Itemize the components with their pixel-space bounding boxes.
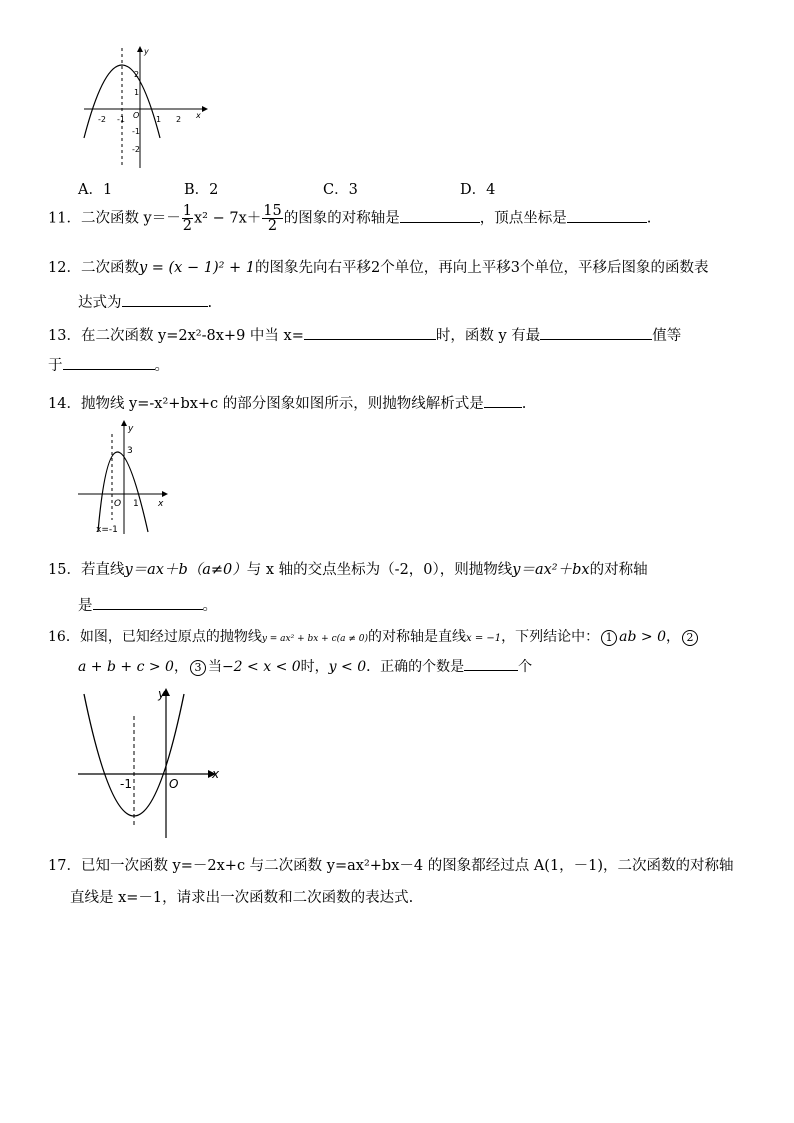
tick-xm1: -1	[117, 115, 125, 124]
q12-blank[interactable]	[122, 294, 208, 307]
question-12-line2	[78, 291, 212, 312]
option-b: B．2	[184, 182, 219, 198]
q16-mid2: ，下列结论中：	[501, 629, 600, 645]
q13-end: 。	[154, 358, 169, 374]
question-14	[48, 392, 526, 413]
q13-blank2[interactable]	[540, 327, 652, 340]
y-arrow-icon	[137, 46, 143, 52]
q17-line2: 直线是 x=－1，请求出一次函数和二次函数的表达式.	[70, 890, 414, 906]
q16-tail: ．正确的个数是	[366, 659, 465, 675]
q13-line2-text: 于	[48, 358, 63, 374]
question-17-line2	[70, 886, 413, 907]
q16-number: 16．	[48, 629, 80, 645]
q12-number: 12．	[48, 260, 81, 276]
label-x: x	[196, 111, 201, 120]
q11-frac1: $\frac{1}{2}$	[182, 203, 192, 234]
q11-pre: 二次函数 y＝－	[80, 210, 181, 227]
q15-mid: 与 x 轴的交点坐标为（-2，0），则抛物线	[246, 562, 513, 578]
q12-end: .	[207, 295, 213, 311]
q16-circle-3: 3	[190, 660, 206, 676]
q16-blank[interactable]	[464, 658, 518, 671]
q14-end: .	[521, 396, 527, 412]
q16-s2: a + b + c > 0	[78, 659, 174, 675]
q15-expr1: y＝ax＋b（a≠0）	[124, 562, 247, 578]
q15-end: 。	[202, 598, 217, 614]
q14-blank[interactable]	[484, 395, 522, 408]
q11-mid2: ，顶点坐标是	[479, 210, 567, 227]
label-one: 1	[133, 499, 139, 509]
x-arrow-icon	[162, 491, 168, 497]
tick-ym1: -1	[132, 127, 140, 136]
question-13	[48, 324, 681, 345]
q15-number: 15．	[48, 562, 81, 578]
q13-blank3[interactable]	[63, 357, 155, 370]
q14-text: 抛物线 y=-x²+bx+c 的部分图象如图所示，则抛物线解析式是	[80, 396, 484, 412]
label-axis: x=-1	[96, 525, 118, 535]
label-origin: O	[169, 777, 179, 791]
question-13-line2	[48, 354, 169, 375]
tick-x2: 2	[176, 115, 182, 124]
q15-line2-text: 是	[78, 598, 93, 614]
q10-graph	[78, 44, 208, 170]
option-a: A．1	[78, 182, 113, 198]
question-16: 16．如图，已知经过原点的抛物线y = ax² + bx + c(a ≠ 0)的对称轴是直线x = −1，下列结论中： 1 ab > 0， 2	[48, 626, 700, 646]
tick-ym2: -2	[132, 145, 140, 154]
q11-number: 11．	[48, 210, 81, 227]
q16-s3a: 当	[207, 659, 222, 675]
q16-unit: 个	[518, 659, 533, 675]
q11-frac2: $\frac{15}{2}$	[263, 203, 282, 234]
q13-text3: 值等	[652, 328, 682, 344]
q11-post: 的图象的对称轴是	[283, 210, 400, 227]
tick-x1: 1	[156, 115, 162, 124]
q11-blank2[interactable]	[567, 210, 647, 223]
label-x: x	[212, 767, 220, 781]
label-y: y	[128, 424, 134, 434]
question-16-line2: a + b + c > 0， 3 当−2 < x < 0时，y < 0．正确的个数是 个	[78, 659, 533, 675]
q13-number: 13．	[48, 328, 81, 344]
q16-mid: 的对称轴是直线	[368, 629, 467, 645]
tick-y2: 2	[134, 70, 140, 79]
label-origin: O	[114, 499, 122, 509]
x-arrow-icon	[202, 106, 208, 112]
q16-circle-1: 1	[601, 630, 617, 646]
tick-y1: 1	[134, 88, 140, 97]
q14-number: 14．	[48, 396, 81, 412]
q16-s3c: 时，	[300, 659, 329, 675]
q12-line2-text: 达式为	[78, 295, 122, 311]
tick-xm2: -2	[98, 115, 106, 124]
q15-blank[interactable]	[93, 597, 203, 610]
label-x: x	[158, 499, 164, 509]
q11-blank1[interactable]	[400, 210, 480, 223]
label-origin: O	[133, 111, 140, 120]
q13-blank1[interactable]	[304, 327, 436, 340]
q16-axis: x = −1	[466, 633, 502, 644]
parabola	[98, 452, 148, 532]
q12-expr: y = (x − 1)² + 1	[138, 260, 256, 276]
label-y: y	[158, 687, 166, 701]
q17-number: 17．	[48, 858, 81, 874]
q13-text2: 时，函数 y 有最	[435, 328, 541, 344]
q12-post: 的图象先向右平移2个单位，再向上平移3个单位，平移后图象的函数表	[255, 260, 709, 276]
q15-expr2: y＝ax²＋bx	[512, 562, 590, 578]
option-d: D．4	[460, 182, 496, 198]
q12-pre: 二次函数	[80, 260, 139, 276]
q17-line1: 已知一次函数 y=－2x+c 与二次函数 y=ax²+bx－4 的图象都经过点 A(1，－1)，二次函数的对称轴	[80, 858, 734, 874]
q14-graph	[74, 420, 170, 538]
label-three: 3	[127, 446, 133, 456]
label-minus1: -1	[120, 777, 132, 791]
label-y: y	[144, 47, 149, 56]
question-12	[48, 256, 708, 277]
question-17	[48, 854, 734, 875]
q16-s3b: −2 < x < 0	[221, 659, 301, 675]
q16-graph	[74, 686, 224, 842]
q16-s1: ab > 0	[619, 629, 666, 645]
option-c: C．3	[323, 182, 358, 198]
question-15	[48, 558, 648, 579]
question-11	[48, 204, 651, 233]
y-arrow-icon	[121, 420, 127, 426]
q13-text1: 在二次函数 y=2x²-8x+9 中当 x=	[80, 328, 304, 344]
question-15-line2	[78, 594, 217, 615]
q11-end: .	[646, 210, 652, 227]
q15-post: 的对称轴	[589, 562, 648, 578]
q16-pre: 如图，已知经过原点的抛物线	[79, 629, 262, 645]
q16-expr: y = ax² + bx + c(a ≠ 0)	[261, 634, 369, 644]
q11-mid: x² − 7x＋	[194, 210, 262, 227]
q16-circle-2: 2	[682, 630, 698, 646]
q16-s3d: y < 0	[328, 659, 367, 675]
q15-pre: 若直线	[80, 562, 125, 578]
